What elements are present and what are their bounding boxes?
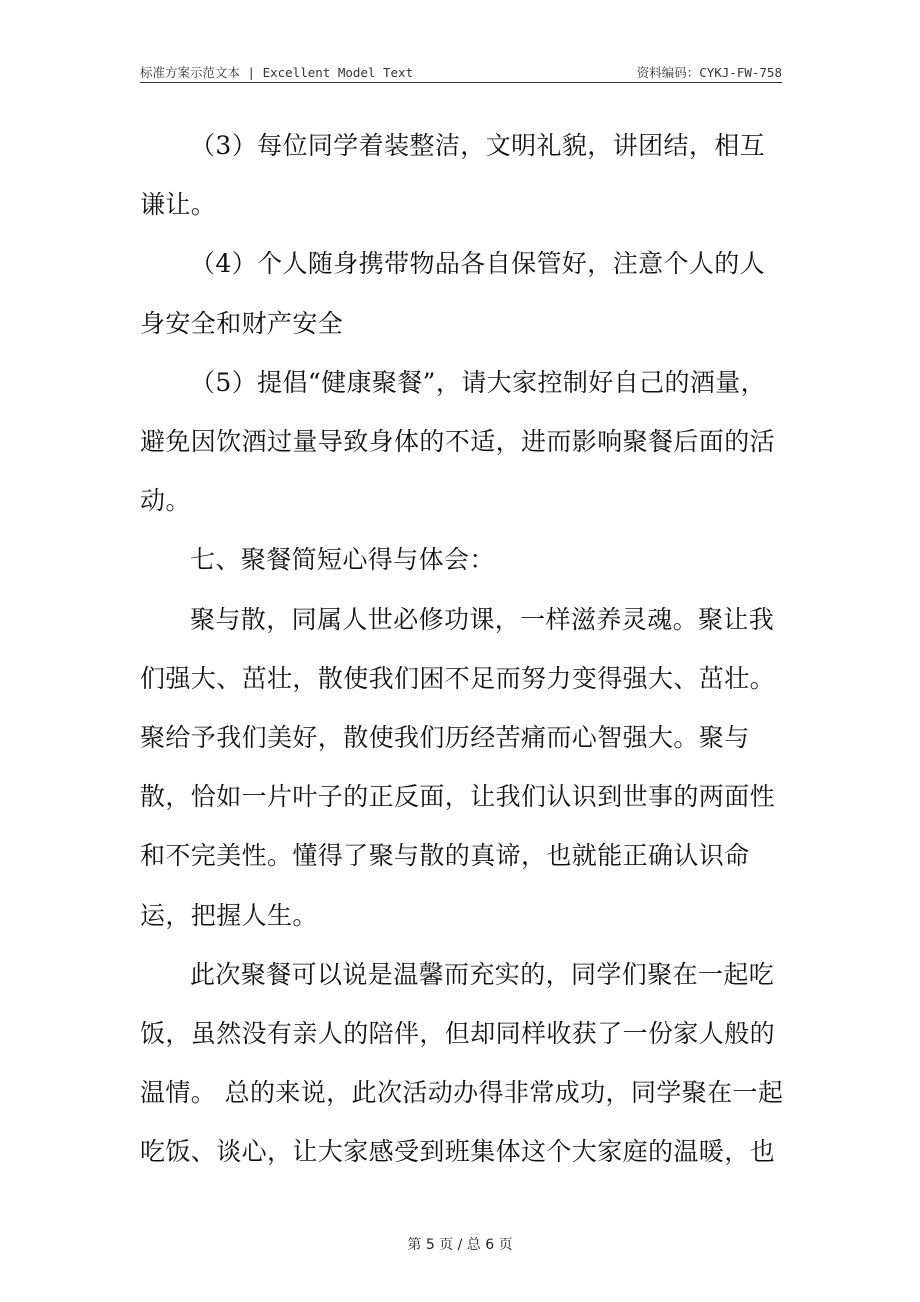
paragraph-reflection: 聚与散，同属人世必修功课，一样滋养灵魂。聚让我们强大、茁壮，散使我们困不足而努力变得强大、茁壮。聚给予我们美好，散使我们历经苦痛而心智强大。聚与散，恰如一片叶子的正反面，让我们认识到世事的两面性和不完美性。懂得了聚与散的真谛，也就能正确认识命运，把握人生。 xyxy=(140,604,776,930)
paragraph-item-4: （4）个人随身携带物品各自保管好，注意个人的人身安全和财产安全 xyxy=(140,249,766,338)
document-code: 资料编码：CYKJ-FW-758 xyxy=(636,65,782,80)
header-title: 标准方案示范文本 | Excellent Model Text xyxy=(140,65,414,80)
paragraph-summary: 此次聚餐可以说是温馨而充实的，同学们聚在一起吃饭，虽然没有亲人的陪伴，但却同样收获了一份家人般的温情。 总的来说，此次活动办得非常成功，同学聚在一起吃饭、谈心，让大家感受到班集体这个大家庭的温暖，也 xyxy=(140,959,784,1167)
document-body xyxy=(140,116,785,1182)
page-number: 第 5 页 / 总 6 页 xyxy=(407,1237,513,1253)
paragraph-item-3: （3）每位同学着装整洁，文明礼貌，讲团结，相互谦让。 xyxy=(140,131,766,220)
paragraph-item-5: （5）提倡“健康聚餐”，请大家控制好自己的酒量，避免因饮酒过量导致身体的不适，进而影响聚餐后面的活动。 xyxy=(140,367,776,516)
section-heading-seven: 七、聚餐简短心得与体会： xyxy=(190,545,495,575)
page-header xyxy=(140,60,782,83)
